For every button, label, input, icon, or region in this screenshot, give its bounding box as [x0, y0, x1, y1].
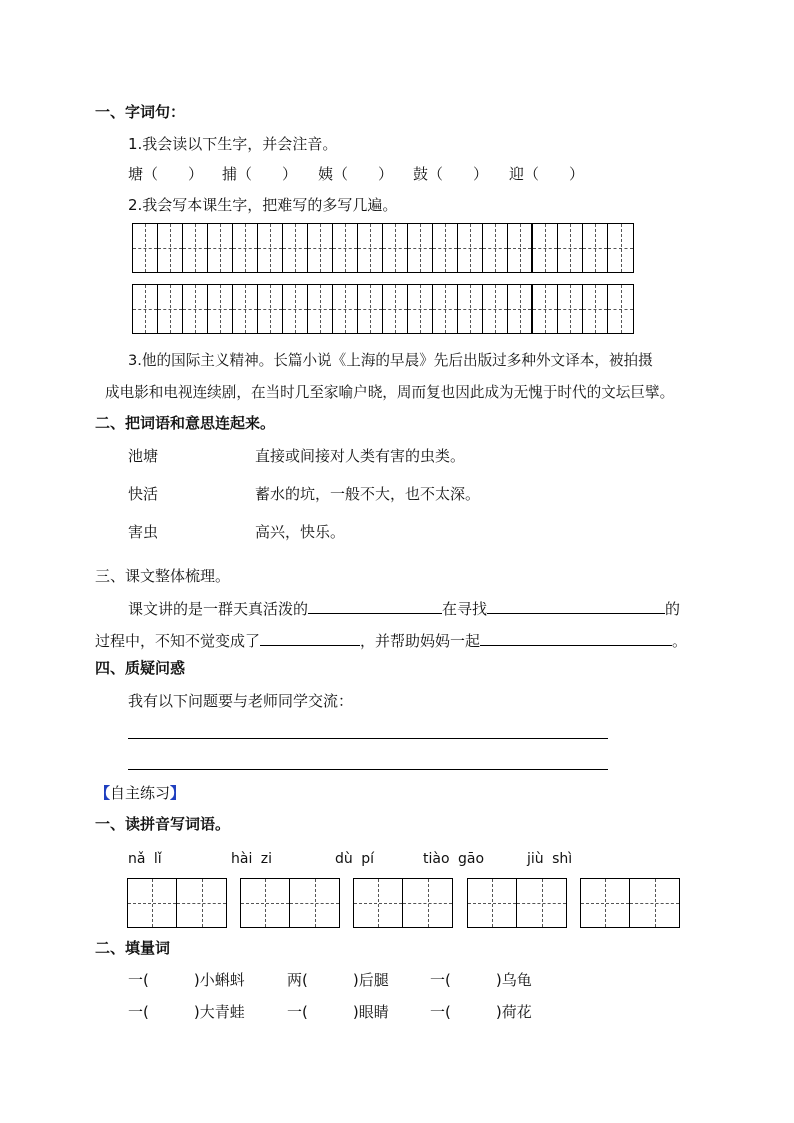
summary-text: 在寻找	[442, 600, 488, 618]
pinyin-label: dù pí	[335, 851, 374, 867]
summary-text: ，并帮助妈妈一起	[360, 632, 481, 650]
summary-text: 。	[672, 632, 688, 650]
match-word[interactable]: 快活	[128, 485, 159, 503]
match-meaning[interactable]: 蓄水的坑，一般不大，也不太深。	[255, 485, 481, 503]
question-2: 2.我会写本课生字，把难写的多写几遍。	[128, 196, 398, 214]
measure-word-item[interactable]: 两( )后腿	[287, 971, 389, 989]
section-heading: 二、填量词	[95, 939, 171, 957]
question-3-line2: 成电影和电视连续剧，在当时几至家喻户晓，周而复也因此成为无愧于时代的文坛巨擘。	[105, 384, 675, 401]
fill-blank[interactable]	[260, 631, 360, 646]
measure-word-item[interactable]: 一( )眼睛	[287, 1003, 389, 1021]
bracket-open: 【	[95, 784, 111, 802]
practice-title	[95, 786, 185, 801]
fill-blank[interactable]	[308, 599, 442, 614]
measure-word-item[interactable]: 一( )小蝌蚪	[128, 971, 245, 989]
section-heading: 一、读拼音写词语。	[95, 815, 231, 833]
pinyin-grid[interactable]	[467, 878, 567, 928]
bracket-close: 】	[170, 784, 186, 802]
pinyin-grid[interactable]	[240, 878, 340, 928]
question-3-line1: 3.他的国际主义精神。长篇小说《上海的早晨》先后出版过多种外文译本，被拍摄	[128, 352, 653, 369]
pinyin-label: nǎ lǐ	[128, 851, 162, 867]
char-item: 捕（ ）	[222, 165, 298, 183]
summary-text: 课文讲的是一群天真活泼的	[128, 600, 309, 618]
measure-word-item[interactable]: 一( )大青蛙	[128, 1003, 245, 1021]
pinyin-label: jiù shì	[527, 851, 573, 867]
char-item: 鼓（ ）	[413, 165, 489, 183]
match-meaning[interactable]: 高兴，快乐。	[255, 523, 346, 541]
pinyin-label: hài zi	[231, 851, 273, 867]
pinyin-label: tiào gāo	[423, 851, 485, 867]
summary-text: 的	[665, 600, 681, 618]
match-word[interactable]: 池塘	[128, 447, 159, 465]
pinyin-grid[interactable]	[353, 878, 453, 928]
match-meaning[interactable]: 直接或间接对人类有害的虫类。	[255, 447, 466, 465]
char-item: 姨（ ）	[318, 165, 394, 183]
writing-grid[interactable]	[132, 223, 634, 273]
measure-word-item[interactable]: 一( )乌龟	[430, 971, 532, 989]
section-heading: 四、质疑问惑	[95, 659, 186, 677]
practice-title-text: 自主练习	[110, 784, 171, 802]
summary-line-2	[95, 631, 687, 649]
writing-grid[interactable]	[132, 284, 634, 334]
question-prompt: 我有以下问题要与老师同学交流：	[128, 692, 354, 710]
measure-word-item[interactable]: 一( )荷花	[430, 1003, 532, 1021]
fill-blank[interactable]	[480, 631, 672, 646]
pinyin-grid[interactable]	[580, 878, 680, 928]
char-item: 塘（ ）	[128, 165, 204, 183]
summary-text: 过程中，不知不觉变成了	[95, 632, 261, 650]
summary-line-1	[128, 599, 680, 617]
pinyin-grid[interactable]	[127, 878, 227, 928]
section-heading: 一、字词句：	[95, 103, 186, 121]
match-word[interactable]: 害虫	[128, 523, 159, 541]
question-1: 1.我会读以下生字，并会注音。	[128, 135, 338, 153]
answer-line[interactable]	[128, 738, 608, 739]
section-heading: 三、课文整体梳理。	[95, 567, 231, 585]
section-heading: 二、把词语和意思连起来。	[95, 414, 276, 432]
fill-blank[interactable]	[487, 599, 665, 614]
char-item: 迎（ ）	[509, 165, 585, 183]
answer-line[interactable]	[128, 769, 608, 770]
